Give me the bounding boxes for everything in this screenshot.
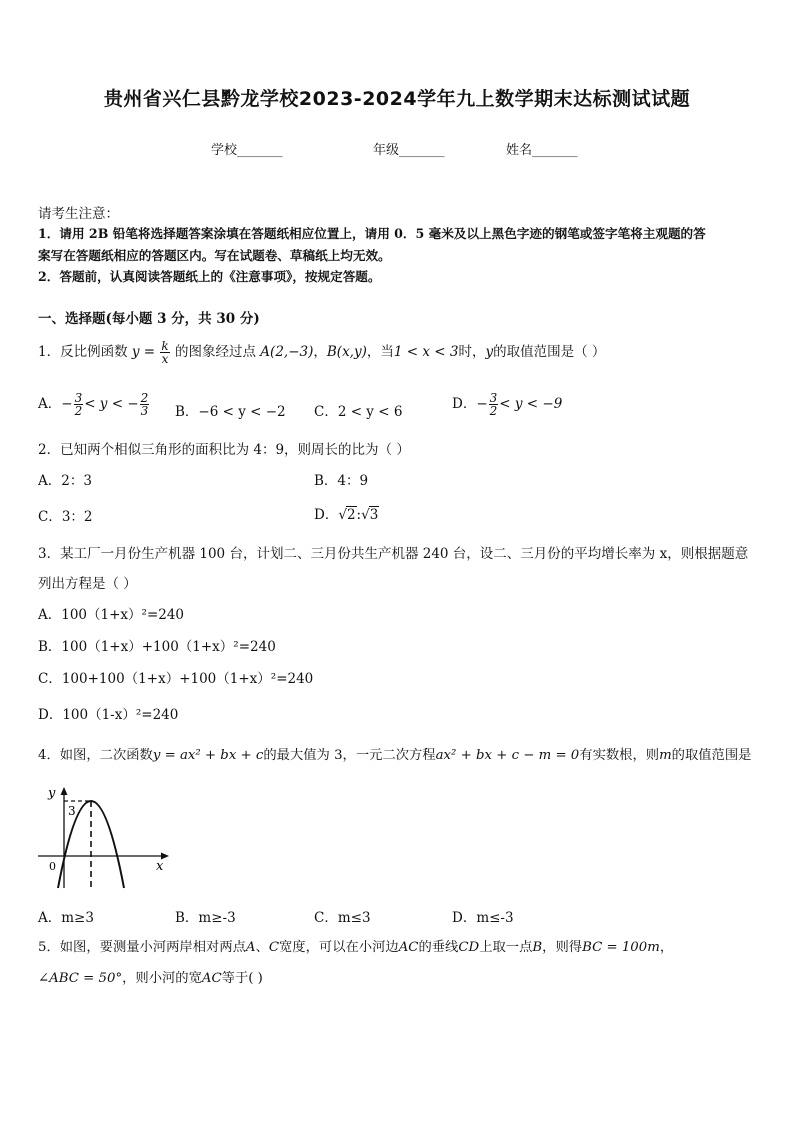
q1-opt-d-sign: − xyxy=(476,396,488,412)
question-1-stem xyxy=(38,340,605,365)
q1-opt-d-d: 2 xyxy=(489,404,498,418)
q5-point-b: B xyxy=(532,940,543,955)
q1-opt-a-label: A． xyxy=(38,396,62,412)
q2-option-b[interactable]: B．4：9 xyxy=(314,473,369,489)
q1-suffix: 的取值范围是（ ） xyxy=(493,344,606,360)
notice-line-1a: 1．请用 2B 铅笔将选择题答案涂填在答题纸相应位置上，请用 0．5 毫米及以上黑色字迹的钢笔或签字笔将主观题的答 xyxy=(38,226,706,241)
q1-opt-a-sign: − xyxy=(61,396,73,412)
q2-opt-d-root1: 2 xyxy=(346,507,356,523)
q4-option-b[interactable]: B．m≥-3 xyxy=(175,910,236,926)
origin-label: 0 xyxy=(49,860,56,873)
q5-ac-2: AC xyxy=(201,971,222,986)
q5-point-c: C xyxy=(268,940,280,955)
q3-option-a[interactable]: A．100（1+x）²=240 xyxy=(38,607,185,623)
q5-l2a: ，则小河的宽 xyxy=(122,971,202,986)
q5-l2b: 等于( ) xyxy=(221,971,263,986)
q1-frac-num: k xyxy=(161,339,169,353)
q1-option-d[interactable] xyxy=(452,392,562,417)
q4-eq2: ax² + bx + c − m = 0 xyxy=(435,748,580,763)
q2-option-d[interactable]: D．√2:√3 xyxy=(314,507,379,523)
q4-prefix: 4．如图，二次函数 xyxy=(38,748,153,763)
q1-sep: ， xyxy=(313,344,327,360)
q1-opt-d-frac xyxy=(489,392,499,417)
question-2-stem: 2．已知两个相似三角形的面积比为 4：9，则周长的比为（ ） xyxy=(38,442,410,458)
q4-mid: 的最大值为 3，一元二次方程 xyxy=(263,748,436,763)
section-heading: 一、选择题(每小题 3 分，共 30 分) xyxy=(38,311,260,327)
q1-opt-a-d1: 2 xyxy=(74,404,83,418)
notice-line-1b: 案写在答题纸相应的答题区内。写在试题卷、草稿纸上均无效。 xyxy=(38,248,391,263)
q1-opt-a-d2: 3 xyxy=(140,404,149,418)
q2-opt-d-colon: : xyxy=(356,507,362,523)
q1-opt-d-label: D． xyxy=(452,396,477,412)
y-axis-arrow xyxy=(61,787,68,795)
q4-option-c[interactable]: C．m≤3 xyxy=(314,910,371,926)
q1-opt-d-post: < y < −9 xyxy=(499,396,563,412)
x-axis-label: x xyxy=(156,859,164,874)
q1-cond: 1 < x < 3 xyxy=(393,344,459,360)
q1-opt-a-mid: < y < − xyxy=(84,396,139,412)
q4-mid2: 有实数根，则 xyxy=(579,748,660,763)
q4-option-d[interactable]: D．m≤-3 xyxy=(452,910,514,926)
max-value-label: 3 xyxy=(68,804,76,818)
q5-l1a: 5．如图，要测量小河两岸相对两点 xyxy=(38,940,246,955)
q1-eq: y = xyxy=(131,344,156,360)
q2-opt-d-label: D． xyxy=(314,507,339,523)
q1-frac-den: x xyxy=(161,352,169,366)
question-4-stem xyxy=(38,744,751,763)
q1-opt-a-frac1 xyxy=(74,392,84,417)
q5-l1d: 上取一点 xyxy=(479,940,533,955)
q5-comma: 、 xyxy=(255,940,269,955)
q1-opt-a-frac2 xyxy=(140,392,150,417)
q4-var: m xyxy=(659,748,672,763)
q5-ac: AC xyxy=(398,940,419,955)
grade-field[interactable]: 年级_______ xyxy=(373,143,445,158)
q3-option-d[interactable]: D．100（1-x）²=240 xyxy=(38,707,179,723)
q5-l1e: ，则得 xyxy=(542,940,583,955)
q4-suffix: 的取值范围是 xyxy=(671,748,752,763)
q3-option-b[interactable]: B．100（1+x）+100（1+x）²=240 xyxy=(38,639,276,655)
q1-point-a: A(2,−3) xyxy=(260,344,314,360)
q3-option-c[interactable]: C．100+100（1+x）+100（1+x）²=240 xyxy=(38,671,314,687)
q2-option-a[interactable]: A．2：3 xyxy=(38,473,92,489)
q1-point-b: B(x,y) xyxy=(326,344,367,360)
question-5-stem-line1 xyxy=(38,936,673,955)
notice-line-2: 2．答题前，认真阅读答题纸上的《注意事项》，按规定答题。 xyxy=(38,269,381,284)
q2-opt-d-root2: 3 xyxy=(369,507,379,523)
question-3-stem-line1: 3．某工厂一月份生产机器 100 台，计划二、三月份共生产机器 240 台，设二、三月份的平均增长率为 x，则根据题意 xyxy=(38,546,749,562)
q1-opt-a-n2: 2 xyxy=(140,391,149,405)
parabola-figure xyxy=(36,784,176,896)
q1-cond-post: 时， xyxy=(458,344,486,360)
q5-l1f: ， xyxy=(659,940,674,955)
q1-option-c[interactable]: C．2 < y < 6 xyxy=(314,404,403,420)
q5-bc: BC = 100m xyxy=(582,940,660,955)
q1-prefix: 1．反比例函数 xyxy=(38,344,128,360)
y-axis-label: y xyxy=(48,786,56,801)
q5-angle: ∠ABC = 50° xyxy=(38,971,123,986)
page-title: 贵州省兴仁县黔龙学校2023-2024学年九上数学期末达标测试试题 xyxy=(103,88,691,110)
q1-opt-a-n1: 3 xyxy=(74,391,83,405)
q4-eq1: y = ax² + bx + c xyxy=(152,748,264,763)
q4-option-a[interactable]: A．m≥3 xyxy=(38,910,94,926)
notice-heading: 请考生注意： xyxy=(38,206,119,222)
q1-mid: 的图象经过点 xyxy=(175,344,256,360)
name-field[interactable]: 姓名_______ xyxy=(506,143,578,158)
q1-fraction xyxy=(160,340,169,365)
question-5-stem-line2 xyxy=(38,967,263,986)
q5-l1c: 的垂线 xyxy=(418,940,459,955)
q1-option-a[interactable] xyxy=(38,392,150,417)
q1-cond-pre: ，当 xyxy=(366,344,394,360)
q1-opt-d-n: 3 xyxy=(489,391,498,405)
q1-var: y xyxy=(485,344,494,360)
q5-l1b: 宽度，可以在小河边 xyxy=(279,940,399,955)
school-field[interactable]: 学校_______ xyxy=(211,143,283,158)
q2-option-c[interactable]: C．3：2 xyxy=(38,509,93,525)
q1-option-b[interactable]: B．−6 < y < −2 xyxy=(175,404,286,420)
q5-cd: CD xyxy=(458,940,480,955)
question-3-stem-line2: 列出方程是（ ） xyxy=(38,576,137,592)
q5-point-a: A xyxy=(245,940,256,955)
